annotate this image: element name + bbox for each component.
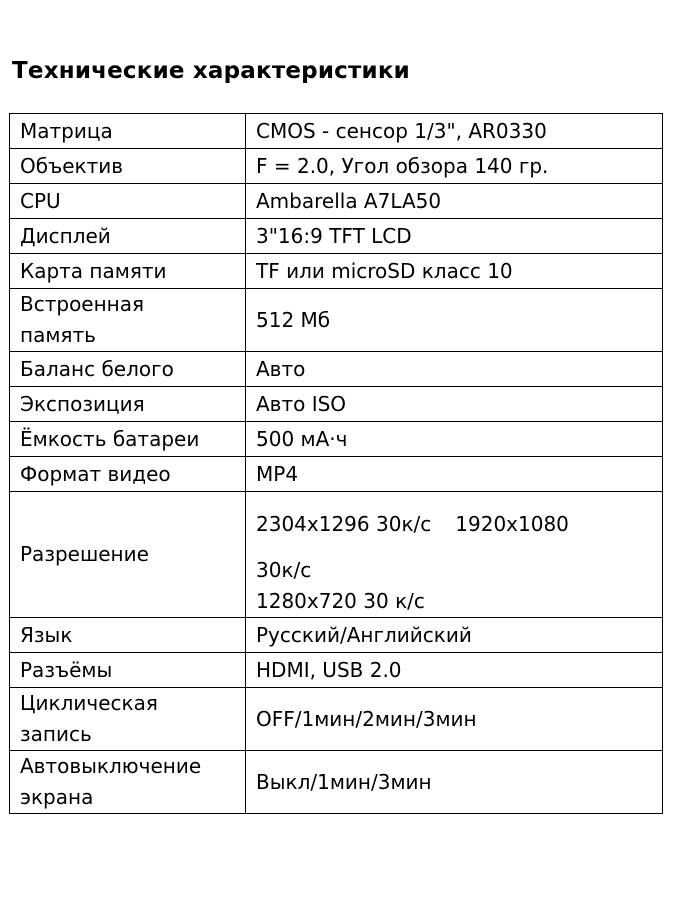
spec-label-line: Автовыключение — [20, 754, 202, 778]
table-row — [10, 751, 663, 814]
spec-label-line: Встроенная — [20, 292, 145, 316]
spec-label-line: Циклическая — [20, 691, 158, 715]
spec-value: F = 2.0, Угол обзора 140 гр. — [246, 149, 663, 184]
spec-label-line: экрана — [20, 785, 94, 809]
spec-value: TF или microSD класс 10 — [246, 254, 663, 289]
spec-label: Объектив — [10, 149, 246, 184]
spec-label: Ёмкость батареи — [10, 422, 246, 457]
table-row — [10, 254, 663, 289]
spec-value — [246, 492, 663, 618]
table-row — [10, 114, 663, 149]
table-row — [10, 492, 663, 618]
spec-value: Авто — [246, 352, 663, 387]
spec-label: CPU — [10, 184, 246, 219]
table-row — [10, 184, 663, 219]
resolution-line: 1280x720 30 к/с — [256, 588, 425, 613]
spec-label — [10, 688, 246, 751]
table-row — [10, 219, 663, 254]
table-row — [10, 352, 663, 387]
spec-label: Дисплей — [10, 219, 246, 254]
table-row — [10, 618, 663, 653]
spec-label — [10, 751, 246, 814]
table-row — [10, 422, 663, 457]
spec-value: HDMI, USB 2.0 — [246, 653, 663, 688]
spec-label: Экспозиция — [10, 387, 246, 422]
spec-label: Разъёмы — [10, 653, 246, 688]
table-row — [10, 688, 663, 751]
spec-value: OFF/1мин/2мин/3мин — [246, 688, 663, 751]
spec-value: CMOS - сенсор 1/3", AR0330 — [246, 114, 663, 149]
spec-value: MP4 — [246, 457, 663, 492]
table-row — [10, 149, 663, 184]
table-row — [10, 457, 663, 492]
spec-label: Матрица — [10, 114, 246, 149]
spec-value: Авто ISO — [246, 387, 663, 422]
specs-table — [9, 113, 663, 814]
spec-label: Формат видео — [10, 457, 246, 492]
spec-value: Русский/Английский — [246, 618, 663, 653]
table-row — [10, 653, 663, 688]
spec-label: Разрешение — [10, 492, 246, 618]
table-row — [10, 387, 663, 422]
spec-value: 512 Мб — [246, 289, 663, 352]
spec-label-line: память — [20, 323, 96, 347]
spec-value: 3"16:9 TFT LCD — [246, 219, 663, 254]
spec-label-line: запись — [20, 722, 92, 746]
spec-label: Язык — [10, 618, 246, 653]
table-row — [10, 289, 663, 352]
spec-label: Карта памяти — [10, 254, 246, 289]
spec-label: Баланс белого — [10, 352, 246, 387]
spec-value: Ambarella A7LA50 — [246, 184, 663, 219]
page-title: Технические характеристики — [12, 58, 410, 84]
spec-label — [10, 289, 246, 352]
resolution-line: 2304x1296 30к/с 1920x1080 — [256, 511, 569, 536]
spec-value: 500 мА·ч — [246, 422, 663, 457]
spec-value: Выкл/1мин/3мин — [246, 751, 663, 814]
resolution-line: 30к/с — [256, 557, 312, 582]
